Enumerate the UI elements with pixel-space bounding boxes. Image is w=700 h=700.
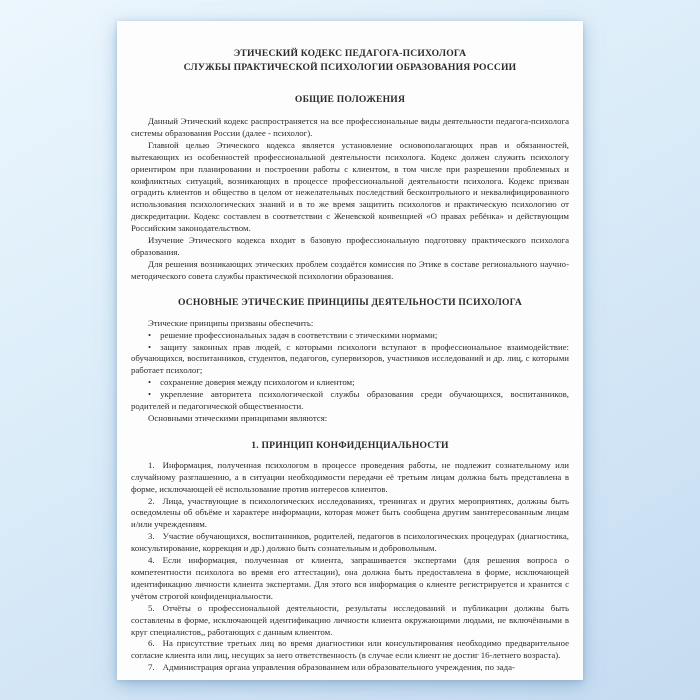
document-title (131, 47, 569, 75)
item-number: 2. (148, 495, 155, 506)
paragraph: Данный Этический кодекс распространяется на все профессиональные виды деятельности педагога-психолога системы образования России (далее - психолог). (131, 116, 569, 138)
numbered-item (131, 603, 569, 639)
paragraph: Главной целью Этического кодекса является установление основополагающих прав и обязанностей, вытекающих из особенностей профессиональной деятельности психолога. Кодекс должен служить психологу ориентиром при планировании и построении работы с клиентом, в том числе при разрешении проблемных и конфликтных ситуаций, возникающих в процессе профессиональной деятельности психолога. Кодекс призван оградить клиентов и общество в целом от нежелательных последствий бесконтрольного и неквалифицированного использования психологических знаний и в то же время защитить психологов и практическую психологию от дискредитации. Кодекс составлен в соответствии с Женевской конвенцией «О правах ребёнка» и действующим Российским законодательством. (131, 139, 569, 234)
item-text: На присутствие третьих лиц во время диагностики или консультирования необходимо предварительное согласие клиента или лиц, несущих за него ответственность (в случае если клиент не достиг 16-летнего возраста). (131, 638, 569, 661)
bullet-item (131, 377, 569, 389)
item-text: Участие обучающихся, воспитанников, родителей, педагогов в психологических процедурах (диагностика, консультирование, коррекция и др.) должно быть сознательным и добровольным. (131, 531, 569, 554)
bullet-marker: • (148, 329, 152, 340)
general-section (131, 116, 569, 283)
bullet-text: укрепление авторитета психологической службы образования среди обучающихся, воспитанников, родителей и педагогической общественности. (131, 389, 569, 412)
section-heading-confidentiality: 1. ПРИНЦИП КОНФИДЕНЦИАЛЬНОСТИ (251, 439, 449, 451)
item-text: Информация, полученная психологом в процессе проведения работы, не подлежит сознательному или случайному разглашению, а в ситуации необходимости передачи её третьим лицам должна быть представлена в форме, исключающей её использование против интересов клиентов. (131, 459, 569, 494)
item-number: 6. (148, 638, 155, 649)
numbered-item (131, 531, 569, 555)
section-heading-principles: ОСНОВНЫЕ ЭТИЧЕСКИЕ ПРИНЦИПЫ ДЕЯТЕЛЬНОСТИ ПСИХОЛОГА (177, 296, 523, 308)
bullet-marker: • (148, 341, 152, 352)
document-title-line2: СЛУЖБЫ ПРАКТИЧЕСКОЙ ПСИХОЛОГИИ ОБРАЗОВАНИЯ РОССИИ (183, 62, 517, 73)
item-number: 7. (148, 662, 155, 673)
item-number: 3. (148, 531, 155, 542)
numbered-item (131, 555, 569, 603)
bullet-text: сохранение доверия между психологом и клиентом; (160, 377, 355, 388)
item-text: Если информация, полученная от клиента, запрашивается экспертами (для решения вопроса о компетентности психолога во время его аттестации), она должна быть предоставлена в форме, исключающей идентификацию личности клиента экспертами. Для этого вся информация о клиенте регистрируется и хранится с учётом строгой конфиденциальности. (131, 555, 569, 601)
item-number: 5. (148, 602, 155, 613)
numbered-item (131, 662, 569, 674)
bullet-item (131, 389, 569, 413)
principles-intro: Этические принципы призваны обеспечить: (148, 317, 314, 328)
bullet-text: защиту законных прав людей, с которыми психологи вступают в профессиональное взаимодействие: обучающихся, воспитанников, студентов, педагогов, супервизоров, участников исследований и др. лиц, с которыми работает психолог; (131, 341, 569, 376)
item-text: Лица, участвующие в психологических исследованиях, тренингах и других мероприятиях, должны быть осведомлены об объёме и характере информации, которая может быть сообщена другим заинтересованным лицам и/или учреждениям. (131, 495, 569, 530)
principles-section (131, 318, 569, 425)
numbered-item (131, 460, 569, 496)
document-page (117, 21, 583, 680)
item-text: Отчёты о профессиональной деятельности, результаты исследований и публикации должны быть составлены в форме, исключающей идентификацию личности клиента окружающими людьми, не включёнными в круг специалистов,, работающих с данным клиентом. (131, 602, 569, 637)
principles-outro: Основными этическими принципами являются: (148, 412, 328, 423)
bullet-item (131, 342, 569, 378)
paragraph: Для решения возникающих этических проблем создаётся комиссия по Этике в составе регионального научно-методического совета службы практической психологии образования. (131, 258, 569, 281)
section-heading-general: ОБЩИЕ ПОЛОЖЕНИЯ (294, 94, 406, 105)
bullet-marker: • (148, 389, 152, 400)
bullet-marker: • (148, 377, 152, 388)
numbered-item (131, 638, 569, 662)
confidentiality-section (131, 460, 569, 674)
item-number: 1. (148, 459, 155, 470)
paragraph: Изучение Этического кодекса входит в базовую профессиональную подготовку практического психолога образования. (131, 235, 569, 257)
item-text: Администрация органа управления образованием или образовательного учреждения, по зада- (162, 662, 515, 673)
bullet-text: решение профессиональных задач в соответствии с этическими нормами; (160, 329, 438, 340)
item-number: 4. (148, 555, 155, 566)
numbered-item (131, 496, 569, 532)
bullet-item (131, 330, 569, 342)
document-title-line1: ЭТИЧЕСКИЙ КОДЕКС ПЕДАГОГА-ПСИХОЛОГА (233, 48, 467, 59)
